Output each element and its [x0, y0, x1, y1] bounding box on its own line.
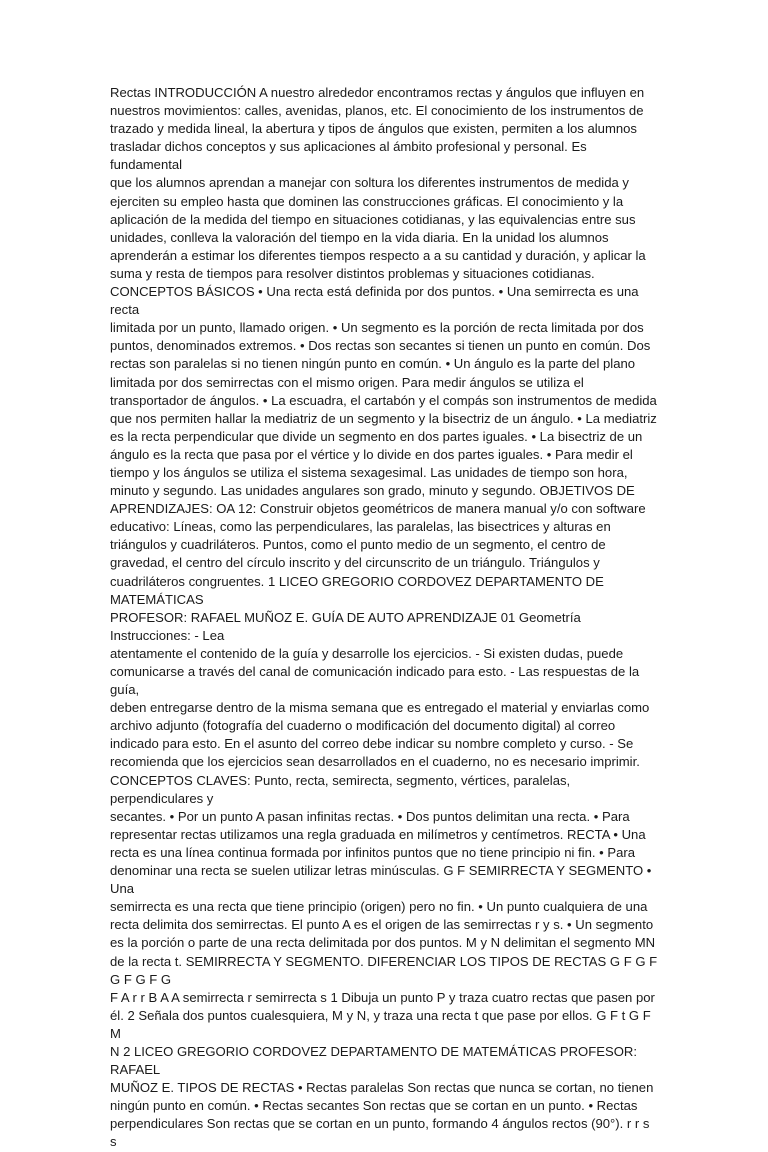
- document-body-text: Rectas INTRODUCCIÓN A nuestro alrededor encontramos rectas y ángulos que influyen en nuestros movimientos: calles, avenidas, planos, etc. El conocimiento de los instrumentos de trazado y medida lineal, la abertura y tipos de ángulos que existen, permiten a los alumnos trasladar dichos conceptos y sus aplicaciones al ámbito profesional y personal. Es fundamental que los alumnos aprendan a manejar con soltura los diferentes instrumentos de medida y ejerciten su empleo hasta que dominen las construcciones gráficas. El conocimiento y la aplicación de la medida del tiempo en situaciones cotidianas, y las equivalencias entre sus unidades, conlleva la valoración del tiempo en la vida diaria. En la unidad los alumnos aprenderán a estimar los diferentes tiempos respecto a a su cantidad y duración, y aplicar la suma y resta de tiempos para resolver distintos problemas y situaciones cotidianas. CONCEPTOS BÁSICOS • Una recta está definida por dos puntos. • Una semirrecta es una recta limitada por un punto, llamado origen. • Un segmento es la porción de recta limitada por dos puntos, denominados extremos. • Dos rectas son secantes si tienen un punto en común. Dos rectas son paralelas si no tienen ningún punto en común. • Un ángulo es la parte del plano limitada por dos semirrectas con el mismo origen. Para medir ángulos se utiliza el transportador de ángulos. • La escuadra, el cartabón y el compás son instrumentos de medida que nos permiten hallar la mediatriz de un segmento y la bisectriz de un ángulo. • La mediatriz es la recta perpendicular que divide un segmento en dos partes iguales. • La bisectriz de un ángulo es la recta que pasa por el vértice y lo divide en dos partes iguales. • Para medir el tiempo y los ángulos se utiliza el sistema sexagesimal. Las unidades de tiempo son hora, minuto y segundo. Las unidades angulares son grado, minuto y segundo. OBJETIVOS DE APRENDIZAJES: OA 12: Construir objetos geométricos de manera manual y/o con software educativo: Líneas, como las perpendiculares, las paralelas, las bisectrices y alturas en triángulos y cuadriláteros. Puntos, como el punto medio de un segmento, el centro de gravedad, el centro del círculo inscrito y del circunscrito de un triángulo. Triángulos y cuadriláteros congruentes. 1 LICEO GREGORIO CORDOVEZ DEPARTAMENTO DE MATEMÁTICAS PROFESOR: RAFAEL MUÑOZ E. GUÍA DE AUTO APRENDIZAJE 01 Geometría Instrucciones: - Lea atentamente el contenido de la guía y desarrolle los ejercicios. - Si existen dudas, puede comunicarse a través del canal de comunicación indicado para esto. - Las respuestas de la guía, deben entregarse dentro de la misma semana que es entregado el material y enviarlas como archivo adjunto (fotografía del cuaderno o modificación del documento digital) al correo indicado para esto. En el asunto del correo debe indicar su nombre completo y curso. - Se recomienda que los ejercicios sean desarrollados en el cuaderno, no es necesario imprimir. CONCEPTOS CLAVES: Punto, recta, semirecta, segmento, vértices, paralelas, perpendiculares y secantes. • Por un punto A pasan infinitas rectas. • Dos puntos delimitan una recta. • Para representar rectas utilizamos una regla graduada en milímetros y centímetros. RECTA • Una recta es una línea continua formada por infinitos puntos que no tiene principio ni fin. • Para denominar una recta se suelen utilizar letras minúsculas. G F SEMIRRECTA Y SEGMENTO • Una semirrecta es una recta que tiene principio (origen) pero no fin. • Un punto cualquiera de una recta delimita dos semirrectas. El punto A es el origen de las semirrectas r y s. • Un segmento es la porción o parte de una recta delimitada por dos puntos. M y N delimitan el segmento MN de la recta t. SEMIRRECTA Y SEGMENTO. DIFERENCIAR LOS TIPOS DE RECTAS G F G F G F G F G F A r r B A A semirrecta r semirrecta s 1 Dibuja un punto P y traza cuatro rectas que pasen por él. 2 Señala dos puntos cualesquiera, M y N, y traza una recta t que pase por ellos. G F t G F M N 2 LICEO GREGORIO CORDOVEZ DEPARTAMENTO DE MATEMÁTICAS PROFESOR: RAFAEL MUÑOZ E. TIPOS DE RECTAS • Rectas paralelas Son rectas que nunca se cortan, no tienen ningún punto en común. • Rectas secantes Son rectas que se cortan en un punto. • Rectas perpendiculares Son rectas que se cortan en un punto, formando 4 ángulos rectos (90°). r r s s: [110, 85, 658, 1150]
- document-page: [110, 84, 658, 1152]
